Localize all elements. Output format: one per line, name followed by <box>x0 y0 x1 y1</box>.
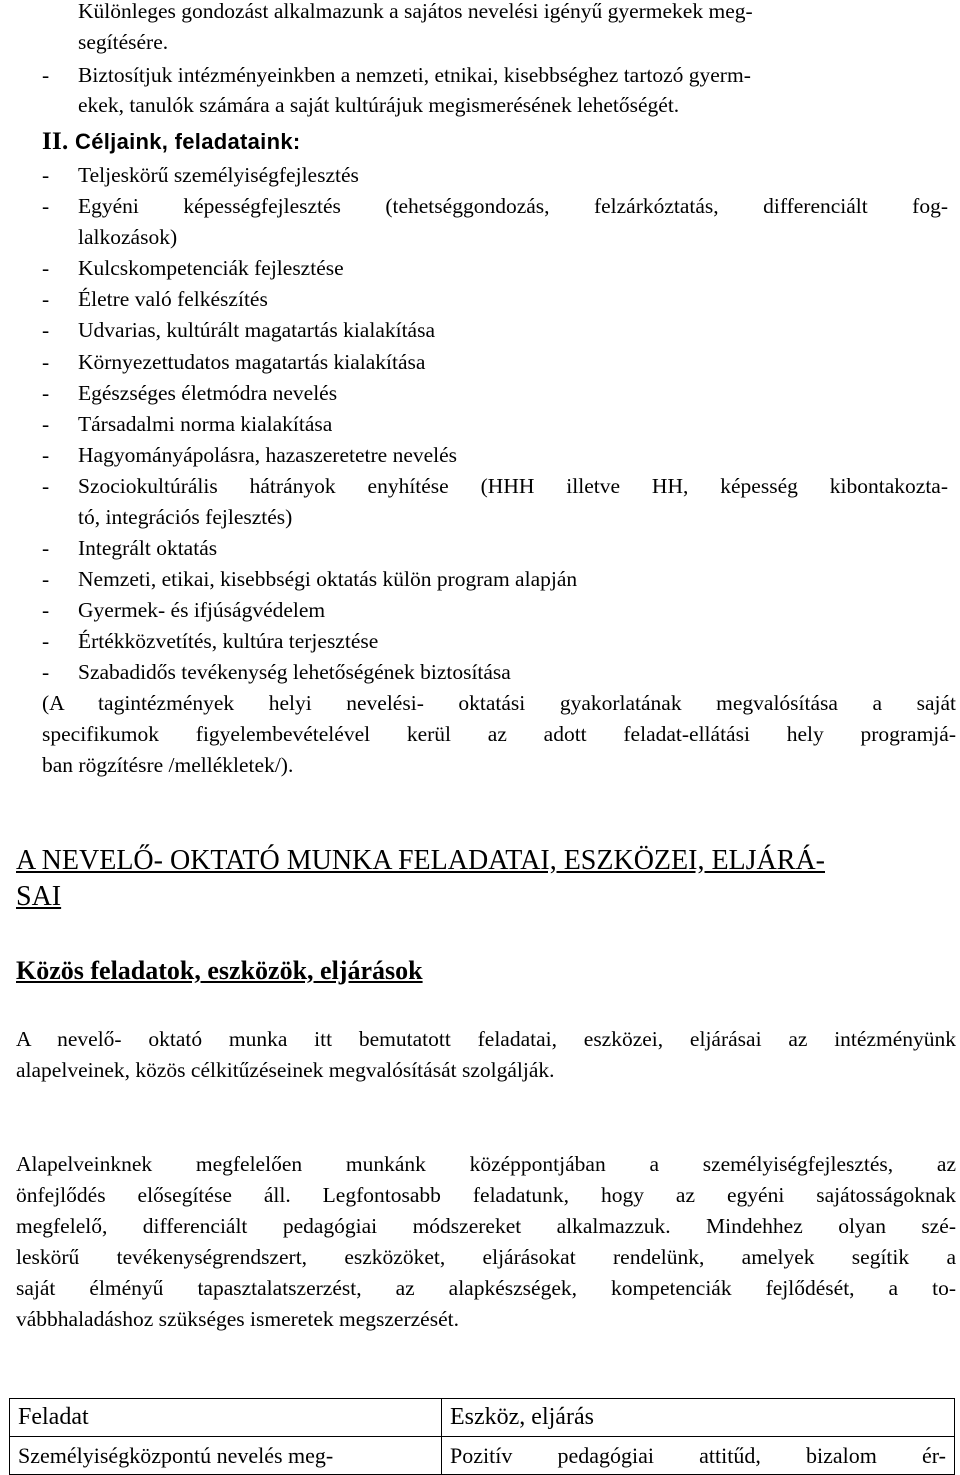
note-line-3: ban rögzítésre /mellékletek/). <box>42 753 294 777</box>
table-cell: Személyiségközpontú nevelés meg- <box>10 1437 442 1475</box>
note-line-2: specifikumok figyelembevételével kerül az adott feladat-ellátási hely programjá- <box>42 722 956 746</box>
paragraph-2-line-2: önfejlődés elősegítése áll. Legfontosabb feladatunk, hogy az egyéni sajátosságoknak <box>16 1183 956 1207</box>
bullet-dash: - <box>42 318 50 342</box>
goal-item: Nemzeti, etikai, kisebbségi oktatás külön program alapján <box>78 567 578 591</box>
note-line-1: (A tagintézmények helyi nevelési- oktatási gyakorlatának megvalósítása a saját <box>42 691 956 715</box>
bullet-dash: - <box>42 629 50 653</box>
paragraph-1-line-1: A nevelő- oktató munka itt bemutatott feladatai, eszközei, eljárásai az intézményünk <box>16 1027 956 1051</box>
section-title <box>42 124 300 160</box>
paragraph-2-line-4: leskörű tevékenységrendszert, eszközöket, eljárásokat rendelünk, amelyek segítik a <box>16 1245 956 1269</box>
task-tools-table <box>9 1398 955 1475</box>
table-header-cell: Feladat <box>10 1399 442 1437</box>
section-number: II. <box>42 128 69 155</box>
table-header-cell: Eszköz, eljárás <box>442 1399 955 1437</box>
bullet-dash: - <box>42 598 50 622</box>
goal-item: Életre való felkészítés <box>78 287 268 311</box>
bullet-dash: - <box>42 350 50 374</box>
bullet-dash: - <box>42 536 50 560</box>
goal-item: Környezettudatos magatartás kialakítása <box>78 350 426 374</box>
bullet-dash: - <box>42 412 50 436</box>
paragraph-1-line-2: alapelveinek, közös célkitűzéseinek megvalósítását szolgálják. <box>16 1058 555 1082</box>
goal-item: Gyermek- és ifjúságvédelem <box>78 598 326 622</box>
table-header-row <box>10 1399 955 1437</box>
goal-item: Szociokultúrális hátrányok enyhítése (HHH illetve HH, képesség kibontakozta- <box>78 474 948 498</box>
bullet-dash: - <box>42 443 50 467</box>
bullet-dash: - <box>42 287 50 311</box>
goal-item: Hagyományápolásra, hazaszeretetre nevelés <box>78 443 458 467</box>
goal-item: Kulcskompetenciák fejlesztése <box>78 256 344 280</box>
intro-line-1: Különleges gondozást alkalmazunk a sajátos nevelési igényű gyermekek meg- <box>78 0 753 23</box>
bullet-dash: - <box>42 567 50 591</box>
intro-line-2: segítésére. <box>78 30 169 54</box>
paragraph-2-line-1: Alapelveinknek megfelelően munkánk középpontjában a személyiségfejlesztés, az <box>16 1152 956 1176</box>
goal-item: Társadalmi norma kialakítása <box>78 412 333 436</box>
table-row <box>10 1437 955 1475</box>
goal-item: Integrált oktatás <box>78 536 218 560</box>
goal-item: Egészséges életmódra nevelés <box>78 381 338 405</box>
main-heading-line-1: A NEVELŐ- OKTATÓ MUNKA FELADATAI, ESZKÖZEI, ELJÁRÁ- <box>16 845 825 876</box>
bullet-dash: - <box>42 381 50 405</box>
bullet-dash: - <box>42 163 50 187</box>
paragraph-2-line-3: megfelelő, differenciált pedagógiai módszereket alkalmazzuk. Mindehhez olyan szé- <box>16 1214 956 1238</box>
main-heading-line-2: SAI <box>16 881 62 912</box>
bullet-dash: - <box>42 660 50 684</box>
sub-heading: Közös feladatok, eszközök, eljárások <box>16 956 423 985</box>
goal-item: Teljeskörű személyiségfejlesztés <box>78 163 359 187</box>
goal-item: Udvarias, kultúrált magatartás kialakítása <box>78 318 436 342</box>
intro-bullet-line-2: ekek, tanulók számára a saját kultúrájuk megismerésének lehetőségét. <box>78 93 680 117</box>
goal-item-continuation: tó, integrációs fejlesztés) <box>78 505 293 529</box>
goal-item: Értékközvetítés, kultúra terjesztése <box>78 629 379 653</box>
goal-item: Egyéni képességfejlesztés (tehetséggondozás, felzárkóztatás, differenciált fog- <box>78 194 948 218</box>
goal-item-continuation: lalkozások) <box>78 225 178 249</box>
bullet-dash: - <box>42 474 50 498</box>
paragraph-2-line-6: vábbhaladáshoz szükséges ismeretek megszerzését. <box>16 1307 459 1331</box>
section-title-text: Céljaink, feladataink: <box>75 129 301 154</box>
bullet-dash: - <box>42 194 50 218</box>
intro-bullet-line-1: Biztosítjuk intézményeinkben a nemzeti, etnikai, kisebbséghez tartozó gyerm- <box>78 63 751 87</box>
table-cell: Pozitív pedagógiai attitűd, bizalom ér- <box>442 1437 955 1475</box>
goal-item: Szabadidős tevékenység lehetőségének biztosítása <box>78 660 511 684</box>
paragraph-2-line-5: saját élményű tapasztalatszerzést, az alapkészségek, kompetenciák fejlődését, a to- <box>16 1276 956 1300</box>
bullet-dash: - <box>42 256 50 280</box>
bullet-dash: - <box>42 63 50 87</box>
